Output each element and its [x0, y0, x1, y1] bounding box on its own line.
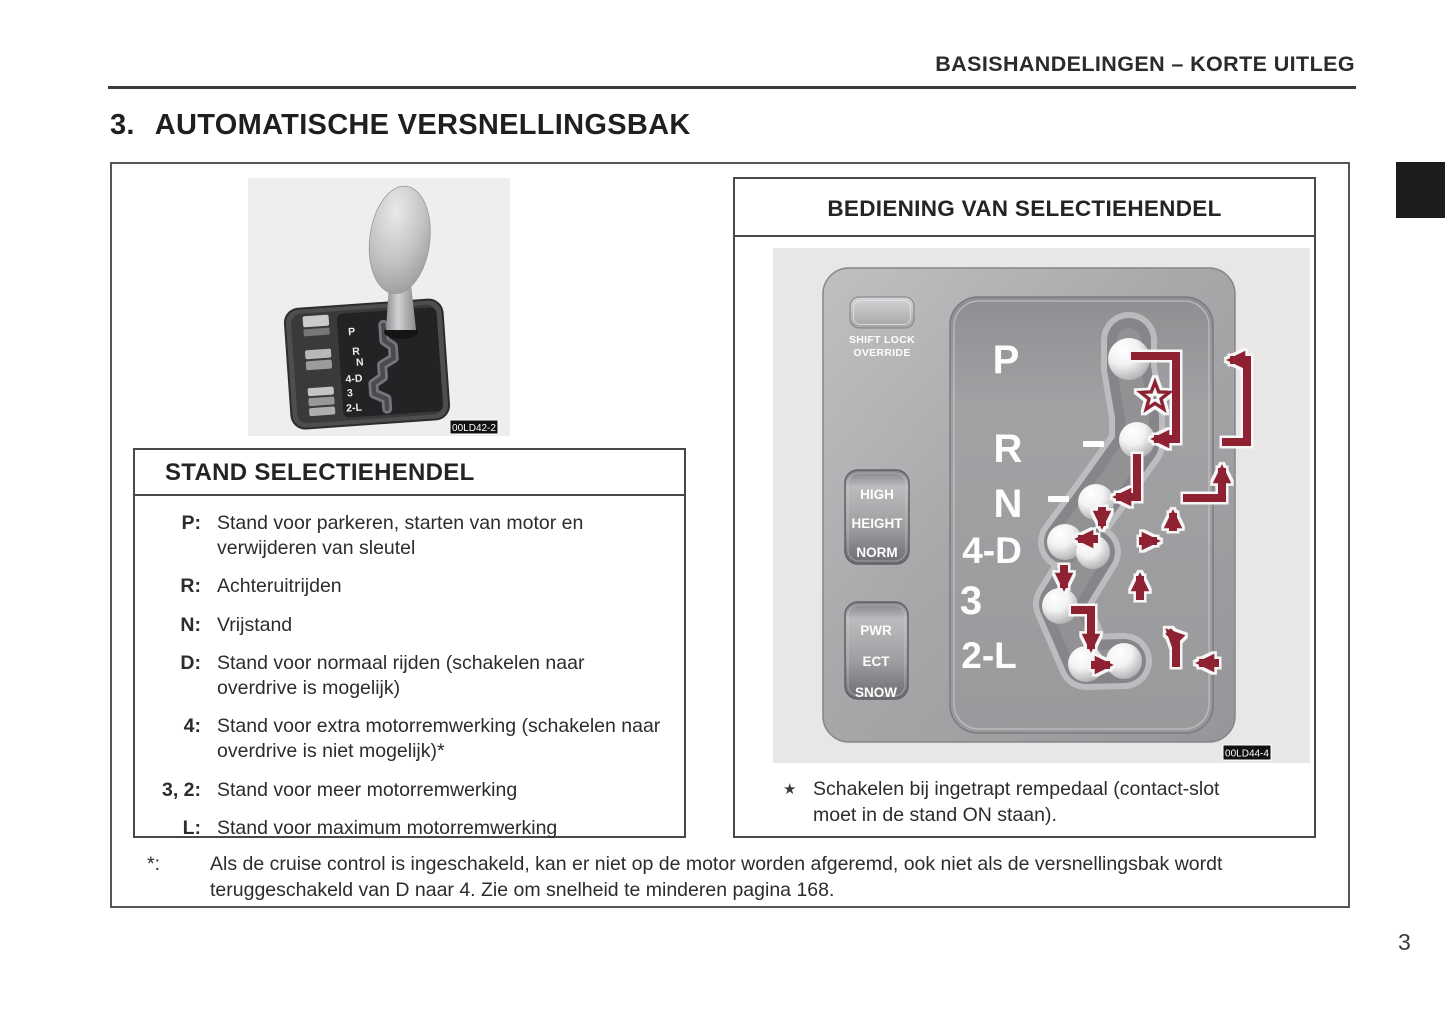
- gate-footnote: [783, 777, 1243, 828]
- list-item: [141, 511, 674, 560]
- figure-code: 00LD44-4: [1225, 748, 1269, 760]
- bediening-box-title: BEDIENING VAN SELECTIEHENDEL: [735, 179, 1314, 237]
- gear-position-ball: [1078, 484, 1114, 520]
- gate-label-2l: 2-L: [961, 635, 1017, 676]
- gear-description: Stand voor parkeren, starten van motor en verwijderen van sleutel: [217, 512, 584, 559]
- gate-label-4d: 4-D: [345, 372, 363, 386]
- list-item: [141, 816, 674, 841]
- asterisk-footnote: [147, 852, 1320, 904]
- gear-description: Stand voor extra motorremwerking (schakelen naar overdrive is niet mogelijk)*: [217, 715, 661, 762]
- footnote-marker: *:: [147, 853, 161, 875]
- gear-term: D:: [180, 652, 201, 675]
- shifter-panel: [284, 299, 450, 430]
- height-button-label-norm: NORM: [856, 545, 898, 560]
- dash-marker: [1048, 496, 1069, 502]
- gate-footnote-text: Schakelen bij ingetrapt rempedaal (contact-slot moet in de stand ON staan).: [813, 778, 1220, 826]
- page-title-number: 3.: [110, 109, 135, 141]
- gate-label-p: P: [347, 325, 356, 339]
- height-button-label-high: HIGH: [860, 487, 894, 502]
- shift-lever-photo: [248, 178, 510, 436]
- list-item: [141, 714, 674, 763]
- height-button-label-height: HEIGHT: [851, 516, 903, 531]
- stand-selectiehendel-box: [133, 448, 686, 838]
- list-item: [141, 613, 674, 638]
- list-item: [141, 778, 674, 803]
- gear-description: Stand voor meer motorremwerking: [217, 778, 518, 801]
- header-rule: [108, 86, 1356, 89]
- gear-description: Stand voor maximum motorremwerking: [217, 817, 558, 840]
- gear-description: Vrijstand: [217, 613, 293, 636]
- figure-code-label: [1223, 745, 1271, 760]
- list-item: [141, 574, 674, 599]
- gear-term: 3, 2:: [161, 778, 201, 801]
- list-item: [141, 651, 674, 700]
- height-control-button: [845, 470, 909, 564]
- gear-description: Stand voor normaal rijden (schakelen naar overdrive is mogelijk): [217, 652, 585, 699]
- gear-description: Achteruitrijden: [217, 575, 342, 598]
- gate-label-n: N: [355, 356, 365, 369]
- dash-marker: [1083, 441, 1104, 447]
- gate-label-p: P: [992, 338, 1020, 382]
- gate-label-n: N: [993, 482, 1023, 526]
- gate-label-r: R: [351, 345, 361, 359]
- shift-lock-override-button: [849, 297, 915, 359]
- drive-mode-button: [845, 602, 908, 700]
- gate-label-r: R: [993, 427, 1023, 471]
- gear-term: N:: [180, 613, 201, 636]
- star-footnote-marker: ★: [783, 781, 797, 798]
- chapter-index-tab: [1396, 162, 1445, 218]
- gear-term: L:: [182, 817, 201, 840]
- gear-position-ball: [1119, 422, 1155, 458]
- gate-label-3: 3: [959, 579, 983, 623]
- gear-term: P:: [181, 512, 201, 534]
- shift-lock-label-line1: SHIFT LOCK: [849, 334, 915, 346]
- shift-gate-diagram: [773, 248, 1310, 763]
- gear-position-ball: [1106, 643, 1142, 679]
- gear-term: 4:: [183, 715, 201, 738]
- footnote-text: Als de cruise control is ingeschakeld, kan er niet op de motor worden afgeremd, ook niet als de versnellingsbak wordt teruggeschakeld van D naar 4. Zie om snelheid te minderen pagina 168.: [210, 853, 1223, 901]
- bediening-selectiehendel-box: [733, 177, 1316, 838]
- stand-box-title: STAND SELECTIEHENDEL: [135, 450, 684, 496]
- page-header: BASISHANDELINGEN – KORTE UITLEG: [935, 52, 1355, 76]
- gear-definition-list: [135, 496, 684, 841]
- gear-term: R:: [180, 575, 201, 598]
- mode-button-label-pwr: PWR: [860, 623, 892, 638]
- mode-button-label-snow: SNOW: [855, 685, 897, 700]
- shift-lock-label-line2: OVERRIDE: [853, 347, 911, 359]
- figure-code-label: [450, 420, 498, 434]
- gate-label-4d: 4-D: [962, 530, 1022, 571]
- figure-code: 00LD42-2: [452, 423, 496, 434]
- gate-label-3: 3: [346, 387, 354, 400]
- page-number: 3: [1398, 929, 1411, 955]
- page-title-text: AUTOMATISCHE VERSNELLINGSBAK: [154, 109, 691, 141]
- gate-label-2l: 2-L: [345, 401, 363, 415]
- page-title: [110, 109, 691, 142]
- mode-button-label-ect: ECT: [862, 654, 890, 669]
